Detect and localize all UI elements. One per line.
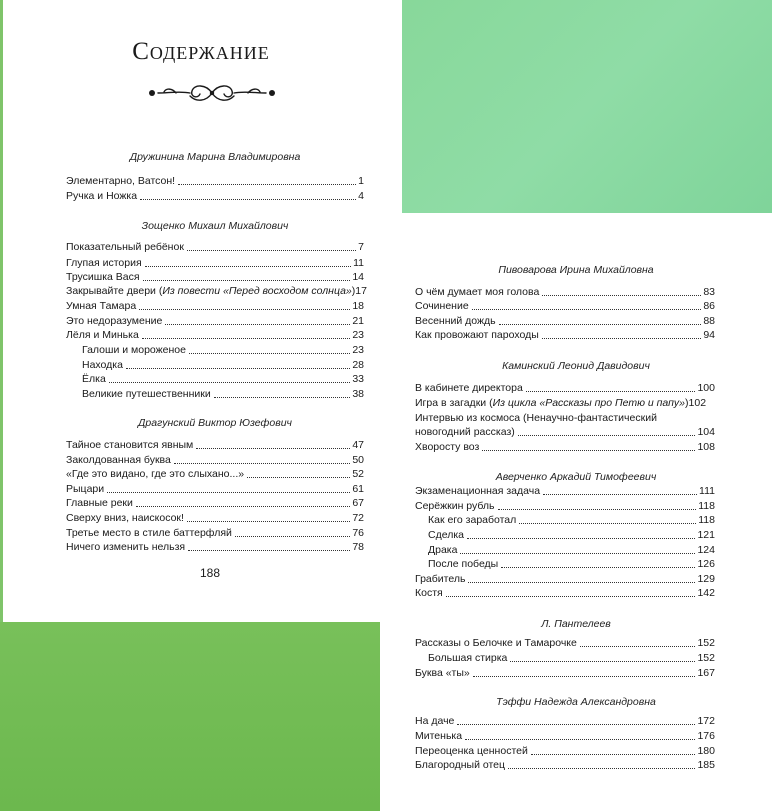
author-heading: Зощенко Михаил Михайлович xyxy=(141,220,289,232)
toc-entry[interactable]: Грабитель 129 xyxy=(415,573,715,585)
author-heading: Каминский Леонид Давидович xyxy=(502,360,650,372)
toc-entry[interactable]: Благородный отец 185 xyxy=(415,759,715,771)
toc-entry[interactable]: На даче 172 xyxy=(415,715,715,727)
toc-entry[interactable]: Хворосту воз 108 xyxy=(415,441,715,453)
toc-entry[interactable]: Третье место в стиле баттерфляй 76 xyxy=(66,527,364,539)
toc-entry[interactable]: Большая стирка 152 xyxy=(428,652,715,664)
toc-entry[interactable]: Весенний дождь 88 xyxy=(415,315,715,327)
ornament-divider xyxy=(146,80,278,106)
toc-entry[interactable]: новогодний рассказ) 104 xyxy=(415,426,715,438)
toc-entry[interactable]: Умная Тамара 18 xyxy=(66,300,364,312)
toc-entry[interactable]: Главные реки 67 xyxy=(66,497,364,509)
toc-entry[interactable]: Тайное становится явным 47 xyxy=(66,439,364,451)
toc-entry[interactable]: Сделка 121 xyxy=(428,529,715,541)
toc-entry[interactable]: «Где это видано, где это слыхано...» 52 xyxy=(66,468,364,480)
toc-entry[interactable]: Митенька 176 xyxy=(415,730,715,742)
toc-entry-line[interactable]: Интервью из космоса (Ненаучно-фантастический xyxy=(415,412,657,424)
page-title: Содержание xyxy=(132,38,270,65)
background-green-bottom-left xyxy=(0,622,380,811)
toc-entry[interactable]: Ручка и Ножка 4 xyxy=(66,190,364,202)
toc-entry[interactable]: Буква «ты» 167 xyxy=(415,667,715,679)
toc-entry[interactable]: Костя 142 xyxy=(415,587,715,599)
author-heading: Дружинина Марина Владимировна xyxy=(129,151,301,163)
toc-entry[interactable]: В кабинете директора 100 xyxy=(415,382,715,394)
toc-entry[interactable]: Это недоразумение 21 xyxy=(66,315,364,327)
toc-entry[interactable]: Закрывайте двери (Из повести «Перед восходом солнца») 17 xyxy=(66,285,367,297)
toc-entry[interactable]: Элементарно, Ватсон! 1 xyxy=(66,175,364,187)
author-heading: Тэффи Надежда Александровна xyxy=(496,696,656,708)
author-heading: Л. Пантелеев xyxy=(541,618,611,630)
toc-entry[interactable]: Рыцари 61 xyxy=(66,483,364,495)
toc-entry[interactable]: Трусишка Вася 14 xyxy=(66,271,364,283)
toc-entry[interactable]: Галоши и мороженое 23 xyxy=(82,344,364,356)
toc-entry[interactable]: Сверху вниз, наискосок! 72 xyxy=(66,512,364,524)
toc-entry[interactable]: Игра в загадки (Из цикла «Рассказы про Петю и папу») 102 xyxy=(415,397,707,409)
toc-entry[interactable]: Рассказы о Белочке и Тамарочке 152 xyxy=(415,637,715,649)
toc-entry[interactable]: Находка 28 xyxy=(82,359,364,371)
background-green-top-right xyxy=(402,0,772,213)
author-heading: Пивоварова Ирина Михайловна xyxy=(498,264,654,276)
toc-entry[interactable]: Глупая история 11 xyxy=(66,257,364,269)
page-number: 188 xyxy=(199,566,221,580)
toc-entry[interactable]: Переоценка ценностей 180 xyxy=(415,745,715,757)
toc-entry[interactable]: Заколдованная буква 50 xyxy=(66,454,364,466)
toc-entry[interactable]: Драка 124 xyxy=(428,544,715,556)
toc-entry[interactable]: Как провожают пароходы 94 xyxy=(415,329,715,341)
toc-entry[interactable]: Ёлка 33 xyxy=(82,373,364,385)
toc-entry[interactable]: Сочинение 86 xyxy=(415,300,715,312)
toc-entry[interactable]: Экзаменационная задача 111 xyxy=(415,485,715,497)
author-heading: Аверченко Аркадий Тимофеевич xyxy=(495,471,657,483)
toc-entry[interactable]: Лёля и Минька 23 xyxy=(66,329,364,341)
toc-entry[interactable]: Великие путешественники 38 xyxy=(82,388,364,400)
author-heading: Драгунский Виктор Юзефович xyxy=(138,417,292,429)
toc-entry[interactable]: Как его заработал 118 xyxy=(428,514,715,526)
toc-entry[interactable]: О чём думает моя голова 83 xyxy=(415,286,715,298)
toc-entry[interactable]: Ничего изменить нельзя 78 xyxy=(66,541,364,553)
toc-entry[interactable]: Серёжкин рубль 118 xyxy=(415,500,715,512)
toc-entry[interactable]: После победы 126 xyxy=(428,558,715,570)
toc-entry[interactable]: Показательный ребёнок 7 xyxy=(66,241,364,253)
